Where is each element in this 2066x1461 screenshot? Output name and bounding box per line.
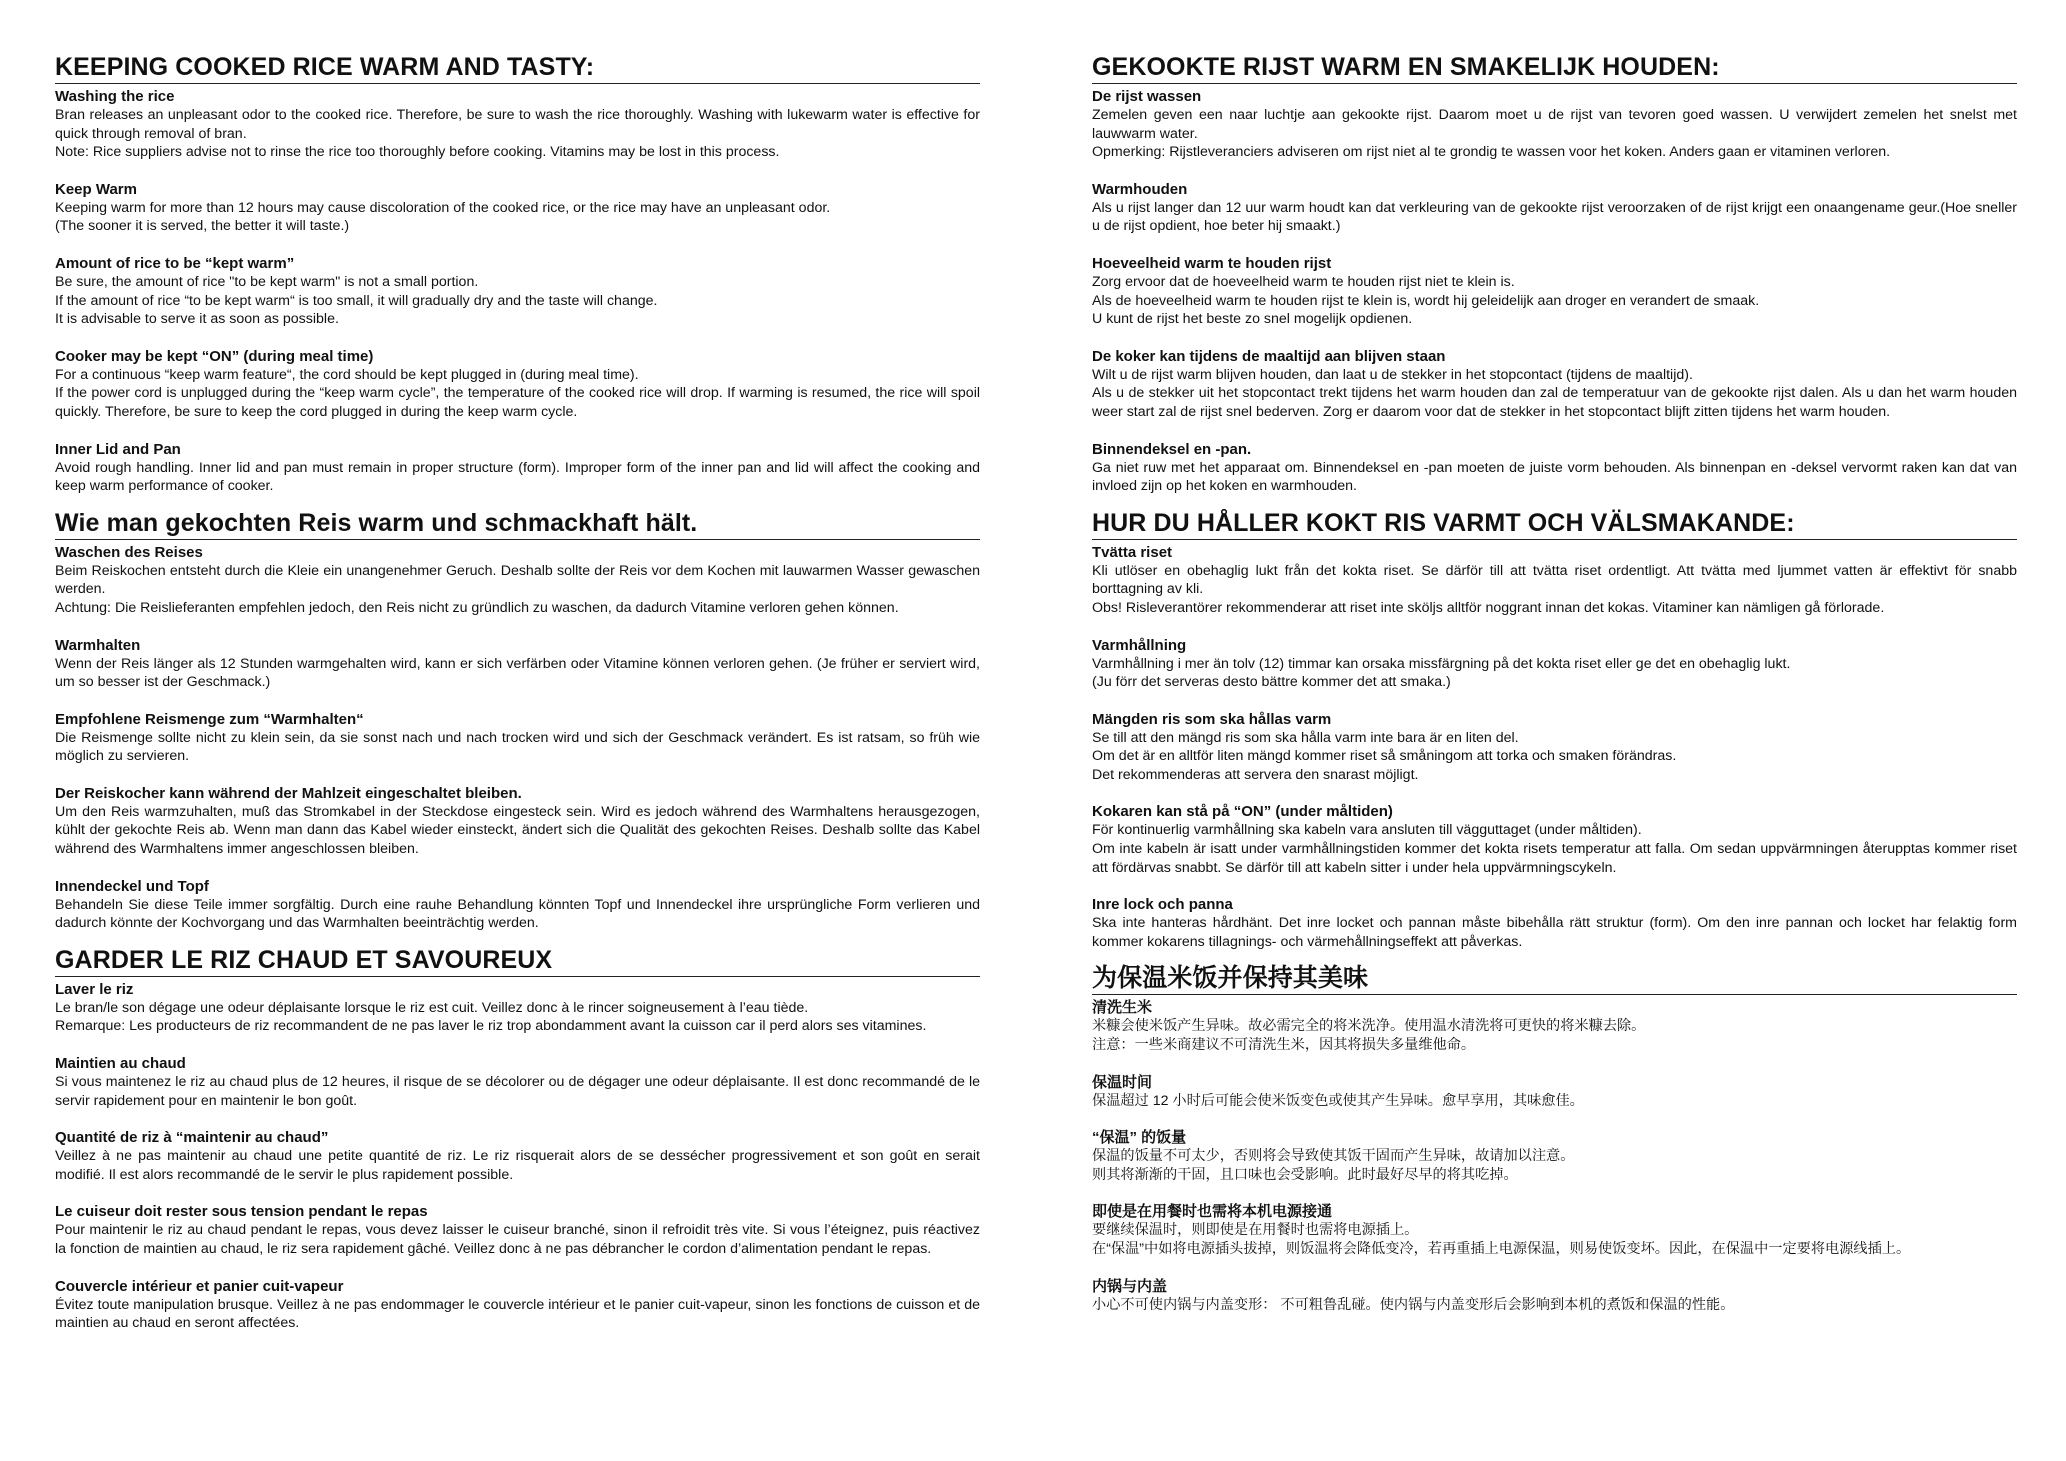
topic-heading: Laver le riz <box>55 980 134 998</box>
topic-heading: Kokaren kan stå på “ON” (under måltiden) <box>1092 803 1393 821</box>
topic-body <box>1092 914 2017 951</box>
topic-body <box>1092 273 2017 329</box>
left-column <box>55 52 980 1345</box>
topic-body <box>55 1221 980 1258</box>
body-paragraph: Um den Reis warmzuhalten, muß das Stromkabel in der Steckdose eingesteck sein. Wird es jedoch während des Warmhaltens herausgezogen, kühlt der gekochte Reis ab. Wenn man dann das Kabel wieder einsteckt, ändert sich die Qualität des gekochten Reises. Deshalb sollte das Kabel während des Warmhaltens immer angeschlossen bleiben. <box>55 803 980 858</box>
body-paragraph: It is advisable to serve it as soon as possible. <box>55 311 339 328</box>
body-paragraph: 米糠会使米饭产生异味。故必需完全的将米洗净。使用温水清洗将可更快的将米糠去除。 <box>1092 1018 1646 1035</box>
topic-heading: 内锅与内盖 <box>1092 1277 1168 1295</box>
topic-body <box>55 803 980 859</box>
body-paragraph: (The sooner it is served, the better it will taste.) <box>55 218 350 235</box>
body-paragraph: Zemelen geven een naar luchtje aan gekookte rijst. Daarom moet u de rijst van tevoren goed wassen. U verwijdert zemelen het snelst met lauwwarm water. <box>1092 107 2017 142</box>
topic-body <box>1092 729 2017 785</box>
topic-block <box>55 877 980 933</box>
topic-block <box>1092 1128 2017 1184</box>
topic-body <box>55 1073 980 1110</box>
topic-block <box>1092 254 2017 329</box>
body-paragraph: 则其将渐渐的干固，且口味也会受影响。此时最好尽早的将其吃掉。 <box>1092 1166 1518 1183</box>
topic-heading: “保温” 的饭量 <box>1092 1129 1187 1147</box>
topic-block <box>55 1202 980 1258</box>
body-paragraph: Zorg ervoor dat de hoeveelheid warm te houden rijst niet te klein is. <box>1092 273 1515 290</box>
section-heading: 为保温米饭并保持其美味 <box>1092 963 2017 995</box>
body-paragraph: 在“保温”中如将电源插头拔掉，则饭温将会降低变冷，若再重插上电源保温，则易使饭变坏。因此，在保温中一定要将电源线插上。 <box>1092 1241 1911 1257</box>
body-paragraph: Det rekommenderas att servera den snarast möjligt. <box>1092 766 1419 783</box>
topic-heading: Der Reiskocher kann während der Mahlzeit eingeschaltet bleiben. <box>55 784 522 802</box>
topic-body <box>1092 459 2017 496</box>
topic-body <box>1092 1221 2017 1258</box>
right-column <box>1092 52 2017 1326</box>
topic-body <box>55 366 980 422</box>
body-paragraph: Évitez toute manipulation brusque. Veillez à ne pas endommager le couvercle intérieur et le panier cuit-vapeur, sinon les fonctions de cuisson et de maintien au chaud en seront affectées. <box>55 1296 980 1332</box>
topic-block <box>55 254 980 329</box>
section-heading: Wie man gekochten Reis warm und schmackhaft hält. <box>55 508 980 540</box>
topic-block <box>55 87 980 162</box>
topic-block <box>55 1277 980 1333</box>
language-section <box>1092 963 2017 1314</box>
body-paragraph: 保温超过 12 小时后可能会使米饭变色或使其产生异味。愈早享用，其味愈佳。 <box>1092 1092 1584 1109</box>
topic-block <box>1092 636 2017 692</box>
topic-body <box>1092 1147 2017 1184</box>
topic-heading: Warmhouden <box>1092 180 1188 198</box>
body-paragraph: 保温的饭量不可太少，否则将会导致使其饭干固而产生异味，故请加以注意。 <box>1092 1148 1575 1165</box>
topic-body <box>55 273 980 329</box>
topic-body <box>1092 366 2017 422</box>
topic-block <box>1092 802 2017 877</box>
language-section <box>55 508 980 933</box>
topic-heading: 保温时间 <box>1092 1073 1153 1091</box>
body-paragraph: Keeping warm for more than 12 hours may cause discoloration of the cooked rice, or the rice may have an unpleasant odor. <box>55 199 831 216</box>
body-paragraph: Si vous maintenez le riz au chaud plus de 12 heures, il risque de se décolorer ou de dégager une odeur déplaisante. Il est donc recommandé de le servir rapidement pour en maintenir le bon goût. <box>55 1074 980 1109</box>
body-paragraph: Om inte kabeln är isatt under varmhållningstiden kommer det kokta risets temperatur att falla. Om sedan uppvärmningen återupptas kommer riset att fördärvas snabbt. Se därför till att kabeln sitter i under hela uppvärmningscykeln. <box>1092 841 2017 876</box>
section-heading: HUR DU HÅLLER KOKT RIS VARMT OCH VÄLSMAKANDE: <box>1092 508 2017 540</box>
topic-block <box>1092 1202 2017 1258</box>
topic-heading: Couvercle intérieur et panier cuit-vapeur <box>55 1277 344 1295</box>
topic-heading: Hoeveelheid warm te houden rijst <box>1092 254 1332 272</box>
body-paragraph: Se till att den mängd ris som ska hålla varm inte bara är en liten del. <box>1092 729 1519 746</box>
body-paragraph: 要继续保温时，则即使是在用餐时也需将电源插上。 <box>1092 1222 1419 1239</box>
topic-block <box>55 347 980 422</box>
section-heading: GARDER LE RIZ CHAUD ET SAVOUREUX <box>55 945 980 977</box>
body-paragraph: Obs! Risleverantörer rekommenderar att riset inte sköljs alltför noggrant innan det kokas. Vitaminer kan nämligen gå förlorade. <box>1092 599 1885 616</box>
body-paragraph: Achtung: Die Reislieferanten empfehlen jedoch, den Reis nicht zu gründlich zu waschen, da dadurch Vitamine verloren gehen können. <box>55 599 899 616</box>
topic-body <box>55 1296 980 1333</box>
topic-body <box>55 999 980 1036</box>
topic-block <box>55 1054 980 1110</box>
body-paragraph: Als de hoeveelheid warm te houden rijst te klein is, wordt hij geleidelijk aan droger en verandert de smaak. <box>1092 292 1760 309</box>
topic-heading: Amount of rice to be “kept warm” <box>55 254 295 272</box>
topic-block <box>55 440 980 496</box>
topic-block <box>55 710 980 766</box>
topic-body <box>1092 821 2017 877</box>
section-heading: GEKOOKTE RIJST WARM EN SMAKELIJK HOUDEN: <box>1092 52 2017 84</box>
topic-block <box>55 180 980 236</box>
topic-block <box>55 784 980 859</box>
topic-heading: Washing the rice <box>55 88 175 105</box>
body-paragraph: Avoid rough handling. Inner lid and pan must remain in proper structure (form). Improper form of the inner pan and lid will affect the cooking and keep warm performance of cooker. <box>55 459 980 495</box>
body-paragraph: Note: Rice suppliers advise not to rinse the rice too thoroughly before cooking. Vitamins may be lost in this process. <box>55 144 780 161</box>
topic-body <box>1092 199 2017 236</box>
topic-block <box>55 1128 980 1184</box>
topic-body <box>55 1147 980 1184</box>
topic-body <box>55 459 980 496</box>
topic-body <box>1092 1296 2017 1315</box>
body-paragraph: (Ju förr det serveras desto bättre kommer det att smaka.) <box>1092 674 1451 691</box>
body-paragraph: Ska inte hanteras hårdhänt. Det inre locket och pannan måste bibehålla rätt struktur (form). Om den inre pannan och locket har felaktig form kommer kokarens tillagnings- och värmehållningseffekt att påverkas. <box>1092 915 2017 950</box>
topic-body <box>1092 655 2017 692</box>
topic-body <box>55 729 980 766</box>
body-paragraph: Beim Reiskochen entsteht durch die Kleie ein unangenehmer Geruch. Deshalb sollte der Reis vor dem Kochen mit lauwarmen Wasser gewaschen werden. <box>55 562 980 598</box>
body-paragraph: Be sure, the amount of rice "to be kept warm" is not a small portion. <box>55 273 479 290</box>
topic-body <box>55 199 980 236</box>
topic-heading: 清洗生米 <box>1092 999 1153 1017</box>
section-heading: KEEPING COOKED RICE WARM AND TASTY: <box>55 52 980 84</box>
topic-block <box>55 980 980 1036</box>
body-paragraph: Pour maintenir le riz au chaud pendant le repas, vous devez laisser le cuiseur branché, sinon il refroidit très vite. Si vous l’éteignez, puis réactivez la fonction de maintien au chaud, le riz sera rapidement gâché. Veillez donc à ne pas débrancher le cordon d’alimentation pendant le repas. <box>55 1222 980 1257</box>
topic-block <box>1092 543 2017 618</box>
body-paragraph: If the amount of rice “to be kept warm“ is too small, it will gradually dry and the taste will change. <box>55 292 658 309</box>
body-paragraph: 注意：一些米商建议不可清洗生米，因其将损失多量维他命。 <box>1092 1037 1476 1054</box>
topic-block <box>1092 1073 2017 1111</box>
body-paragraph: Om det är en alltför liten mängd kommer riset så småningom att torka och smaken förändras. <box>1092 748 1677 765</box>
language-section <box>55 945 980 1333</box>
topic-block <box>1092 1277 2017 1315</box>
topic-block <box>55 543 980 618</box>
topic-heading: Innendeckel und Topf <box>55 877 209 895</box>
topic-block <box>1092 180 2017 236</box>
body-paragraph: Veillez à ne pas maintenir au chaud une petite quantité de riz. Le riz risquerait alors de se dessécher progressivement et son goût en serait modifié. Il est alors recommandé de le servir le plus rapidement possible. <box>55 1148 980 1183</box>
topic-block <box>1092 998 2017 1054</box>
body-paragraph: Behandeln Sie diese Teile immer sorgfältig. Durch eine rauhe Behandlung könnten Topf und Innendeckel ihre ursprüngliche Form verlieren und dadurch könnte der Kochvorgang und das Warmhalten beeinträchtig werden. <box>55 896 980 932</box>
language-section <box>55 52 980 496</box>
topic-heading: Warmhalten <box>55 636 141 654</box>
topic-heading: Cooker may be kept “ON” (during meal time) <box>55 347 374 365</box>
topic-heading: Maintien au chaud <box>55 1055 186 1073</box>
topic-heading: De rijst wassen <box>1092 88 1202 105</box>
body-paragraph: Die Reismenge sollte nicht zu klein sein, da sie sonst nach und nach trocken wird und sich der Geschmack verändert. Es ist ratsam, so früh wie möglich zu servieren. <box>55 729 980 765</box>
body-paragraph: 小心不可使内锅与内盖变形： 不可粗鲁乱碰。使内锅与内盖变形后会影响到本机的煮饭和保温的性能。 <box>1092 1296 1735 1313</box>
topic-heading: De koker kan tijdens de maaltijd aan blijven staan <box>1092 347 1446 365</box>
topic-body <box>1092 106 2017 162</box>
topic-heading: Tvätta riset <box>1092 543 1173 561</box>
topic-block <box>55 636 980 692</box>
body-paragraph: För kontinuerlig varmhållning ska kabeln vara ansluten till vägguttaget (under måltiden). <box>1092 822 1642 839</box>
language-section <box>1092 52 2017 496</box>
topic-heading: Varmhållning <box>1092 636 1187 654</box>
language-section <box>1092 508 2017 952</box>
body-paragraph: For a continuous “keep warm feature“, the cord should be kept plugged in (during meal time). <box>55 366 639 383</box>
topic-body <box>55 562 980 618</box>
body-paragraph: Wenn der Reis länger als 12 Stunden warmgehalten wird, kann er sich verfärben oder Vitamine können verloren gehen. (Je früher er serviert wird, um so besser ist der Geschmack.) <box>55 655 980 691</box>
body-paragraph: Als u rijst langer dan 12 uur warm houdt kan dat verkleuring van de gekookte rijst veroorzaken of de rijst krijgt een onaangename geur.(Hoe sneller u de rijst opdient, hoe beter hij smaakt.) <box>1092 199 2017 235</box>
body-paragraph: Als u de stekker uit het stopcontact trekt tijdens het warm houden dan zal de temperatuur van de gekookte rijst dalen. Als u dan het warm houden weer start zal de rijst snel bederven. Zorg er daarom voor dat de stekker in het stopcontact blijft zitten tijdens het warm houden. <box>1092 385 2017 420</box>
body-paragraph: Opmerking: Rijstleveranciers adviseren om rijst niet al te grondig te wassen voor het koken. Anders gaan er vitaminen verloren. <box>1092 144 1891 161</box>
topic-heading: Mängden ris som ska hållas varm <box>1092 710 1332 728</box>
topic-heading: Quantité de riz à “maintenir au chaud” <box>55 1129 329 1147</box>
topic-block <box>1092 440 2017 496</box>
topic-heading: Waschen des Reises <box>55 543 203 561</box>
topic-body <box>1092 1092 2017 1111</box>
topic-body <box>1092 562 2017 618</box>
topic-block <box>1092 710 2017 785</box>
body-paragraph: U kunt de rijst het beste zo snel mogelijk opdienen. <box>1092 311 1413 328</box>
topic-block <box>1092 87 2017 162</box>
topic-heading: Keep Warm <box>55 180 137 198</box>
topic-body <box>55 896 980 933</box>
body-paragraph: Wilt u de rijst warm blijven houden, dan laat u de stekker in het stopcontact (tijdens de maaltijd). <box>1092 366 1693 383</box>
body-paragraph: Ga niet ruw met het apparaat om. Binnendeksel en -pan moeten de juiste vorm behouden. Als binnenpan en -deksel vervormt raken kan dat van invloed zijn op het koken en warmhouden. <box>1092 459 2017 495</box>
topic-body <box>55 106 980 162</box>
body-paragraph: Bran releases an unpleasant odor to the cooked rice. Therefore, be sure to wash the rice thoroughly. Washing with lukewarm water is effective for quick through removal of bran. <box>55 107 980 142</box>
topic-heading: Binnendeksel en -pan. <box>1092 440 1252 458</box>
topic-heading: 即使是在用餐时也需将本机电源接通 <box>1092 1203 1333 1221</box>
body-paragraph: Remarque: Les producteurs de riz recommandent de ne pas laver le riz trop abondamment avant la cuisson car il perd alors ses vitamines. <box>55 1018 927 1035</box>
topic-heading: Inner Lid and Pan <box>55 440 181 458</box>
topic-heading: Empfohlene Reismenge zum “Warmhalten“ <box>55 710 364 728</box>
topic-heading: Le cuiseur doit rester sous tension pendant le repas <box>55 1203 428 1221</box>
topic-body <box>1092 1017 2017 1054</box>
topic-heading: Inre lock och panna <box>1092 896 1233 914</box>
body-paragraph: If the power cord is unplugged during the “keep warm cycle”, the temperature of the cooked rice will drop. If warming is resumed, the rice will spoil quickly. Therefore, be sure to keep the cord plugged in during the keep warm cycle. <box>55 385 980 420</box>
body-paragraph: Kli utlöser en obehaglig lukt från det kokta riset. Se därför till att tvätta riset ordentligt. Att tvätta med ljummet vatten är effektivt för snabb borttagning av kli. <box>1092 562 2017 598</box>
topic-body <box>55 655 980 692</box>
body-paragraph: Le bran/le son dégage une odeur déplaisante lorsque le riz est cuit. Veillez donc à le rincer soigneusement à l’eau tiède. <box>55 999 809 1016</box>
topic-block <box>1092 347 2017 422</box>
body-paragraph: Varmhållning i mer än tolv (12) timmar kan orsaka missfärgning på det kokta riset eller ge det en obehaglig lukt. <box>1092 655 1791 672</box>
topic-block <box>1092 895 2017 951</box>
